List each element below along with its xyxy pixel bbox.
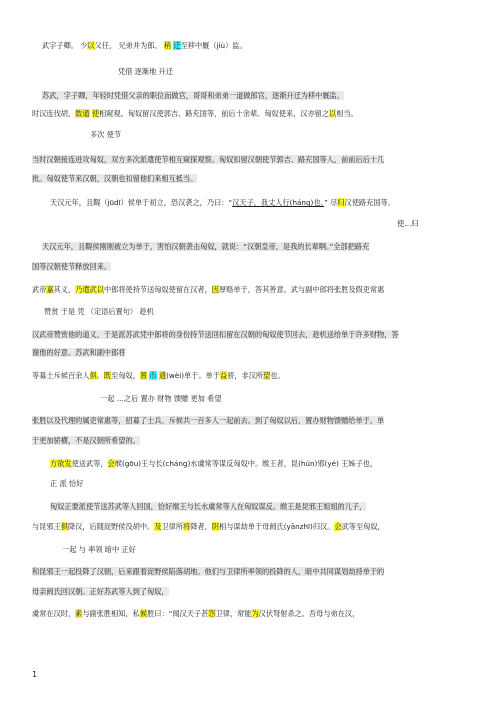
text-segment: 武帝 (32, 285, 47, 294)
text-segment: 厚赂单于，答其善意。武与副中郎将张胜及假吏常惠 (218, 285, 385, 294)
gloss-2 (90, 128, 496, 142)
text-segment: ” 尽 (324, 198, 338, 207)
text-segment: 使 (91, 109, 100, 118)
text-segment: 谢他的好意。苏武和副中郎将 (32, 348, 126, 357)
text-segment: 因 (211, 285, 219, 294)
translation-3b (32, 260, 496, 274)
text-segment: 归 (337, 198, 345, 207)
text-segment: 父任， 兄弟并为郎。 (94, 41, 164, 50)
text-segment: 怨 (208, 609, 216, 618)
text-segment: 武等至匈奴， (341, 522, 385, 531)
text-segment: 素 (75, 609, 83, 618)
text-segment: 遗 (158, 371, 167, 380)
gloss-7 (62, 543, 496, 557)
text-segment: 缑(gōu)王与长(cháng)水虞常等谋反匈奴中。缑王者，昆(hún)邪(yé) 王姊子也， (114, 459, 378, 468)
translation-2a (32, 153, 496, 167)
text-segment: 国等汉朝使节释放回来。 (32, 262, 112, 271)
text-segment: 凭借 逐渐地 升迁 (118, 67, 173, 76)
text-segment: 降汉，后随浞野侯没胡中。 (67, 522, 155, 531)
text-segment: 置 (139, 371, 148, 380)
text-segment: 等募士斥候百余人 (32, 371, 90, 380)
line-1 (42, 39, 496, 53)
translation-5b (32, 434, 496, 448)
text-segment: 虞常在汉时， (32, 609, 76, 618)
text-segment: 会 (334, 522, 342, 531)
text-segment: 至匈奴， (111, 371, 140, 380)
text-segment: 益 (219, 371, 228, 380)
text-segment: (wèi)单于。单于 (166, 371, 220, 380)
text-segment: 汉使路充国等。 (344, 198, 395, 207)
text-segment: 候 (139, 609, 148, 618)
text-segment: 以 (87, 41, 95, 50)
translation-5a (32, 414, 496, 428)
text-segment: 中郎将使持节送匈奴使留在汉者， (103, 285, 212, 294)
text-segment: 张胜以及代理的属吏常惠等，招募了士兵、斥候共一百多人一起前去。到了匈奴以后，置办财物馈赠给单于。单 (32, 416, 385, 425)
line-6 (50, 457, 496, 471)
text-segment: 与昆邪王 (32, 522, 61, 531)
text-segment: 与副张胜相知，私 (82, 609, 140, 618)
text-segment: 卫律，常能 (215, 609, 252, 618)
text-segment: 方欲 (50, 459, 65, 468)
text-segment: 汉武帝赞赏他的道义，于是派苏武凭中郎将的身份持节送回扣留在汉朝的匈奴使节回去，趁机送给单于许多财物，答 (32, 330, 399, 339)
line-4 (32, 283, 496, 297)
text-segment: 相与谋劫单于母阏氏(yānzhī)归汉。 (219, 522, 335, 531)
translation-1 (42, 89, 496, 103)
text-segment: 汉伏弩射杀之。吾母与弟在汉， (258, 609, 360, 618)
text-segment: 天汉元年，且鞮（jūdī）侯单于初立，恐汉袭之，乃曰：“ (50, 198, 233, 207)
text-segment: 使送武等， (71, 459, 108, 468)
text-segment: 也。 (270, 371, 285, 380)
text-segment: 正 派 恰好 (50, 479, 84, 488)
gloss-5 (100, 392, 496, 406)
gloss-4 (44, 305, 496, 319)
translation-3a (42, 240, 496, 254)
text-segment: 武字子卿。 少 (42, 41, 88, 50)
text-segment: 稍 (163, 41, 172, 50)
text-segment: 苏武，字子卿，年轻时凭借父亲的职位而做官，哥哥和弟弟一道做郎官，逐渐升迁为移中厩监。 (42, 91, 344, 100)
text-segment: 迁 (173, 41, 181, 50)
text-segment: 天汉元年，且鞮侯刚刚被立为单于，害怕汉朝袭击匈奴，就说：“汉朝皇帝，是我的长辈啊。”全部把路充 (42, 242, 370, 251)
line-7 (32, 520, 496, 534)
text-segment: 会 (107, 459, 115, 468)
text-segment: 俱 (89, 371, 97, 380)
text-segment: 母亲阏氏回汉朝。正好苏武等人到了匈奴， (32, 587, 169, 596)
text-segment: 既 (103, 371, 112, 380)
text-segment: 数通 (75, 109, 90, 118)
text-segment: 相当。 (336, 109, 358, 118)
translation-7a (32, 565, 496, 579)
text-segment: 和昆邪王一起投降了汉朝，后来跟着浞野侯陷落胡地。他们与卫律所率领的投降的人，暗中共同谋划劫持单于的 (32, 567, 385, 576)
translation-4a (32, 328, 496, 342)
text-segment: 及 (154, 522, 162, 531)
line-3 (50, 196, 496, 210)
text-segment: 望 (263, 371, 271, 380)
text-segment: 至移中厩（jiù）监。 (180, 41, 247, 50)
text-segment: 匈奴正要派使节送苏武等人回国，恰好缑王与长水虞常等人在匈奴谋反。缑王是昆邪王姐姐的儿子， (50, 502, 367, 511)
translation-4b (32, 346, 496, 360)
text-segment: 多次 使节 (90, 130, 122, 139)
text-segment: 相窥观。匈奴留汉使郭吉、路充国等，前后十余辈。匈奴使来，汉亦留之 (99, 109, 330, 118)
line-8 (32, 607, 496, 621)
text-segment: 币 (149, 371, 157, 380)
text-segment: 阴 (211, 522, 219, 531)
line-5 (32, 369, 496, 383)
text-segment: 胜曰：“闻汉天子甚 (147, 609, 209, 618)
line-2 (32, 107, 496, 121)
gloss-6 (50, 477, 496, 491)
text-segment: 将 (183, 522, 191, 531)
text-segment: 骄，非汉所 (227, 371, 264, 380)
text-segment: 一起 …之后 置办 财物 馈赠 更加 希望 (100, 394, 222, 403)
text-segment: 时汉连伐胡， (32, 109, 76, 118)
translation-2b (32, 172, 496, 186)
text-segment: 其义， (53, 285, 76, 294)
text-segment: 以 (329, 109, 337, 118)
text-segment: 卫律所 (161, 522, 184, 531)
text-segment: 降者， (190, 522, 212, 531)
text-segment: 发 (64, 459, 72, 468)
text-segment: 使…归 (397, 219, 419, 228)
text-segment: 于更加骄横，不是汉朝所希望的。 (32, 436, 140, 445)
text-segment: 汉天子，我丈人行(háng)也。 (232, 198, 325, 207)
page-number: 1 (32, 670, 38, 679)
text-segment: 。 (96, 371, 104, 380)
translation-6a (50, 500, 496, 514)
text-segment: 一起 与 率领 暗中 正好 (62, 545, 136, 554)
text-segment: 赞赏 于是 凭 （定语后置句） 趁机 (44, 307, 154, 316)
text-segment: 当时汉朝接连进攻匈奴，双方多次派遣使节相互窥探观察。匈奴扣留汉朝使节郭吉、路充国等人，前前后后十几 (32, 155, 385, 164)
text-segment: 乃遣武以 (75, 285, 104, 294)
translation-7b (32, 585, 496, 599)
gloss-1 (118, 65, 496, 79)
text-segment: 批。匈奴使节来汉朝，汉朝也扣留他们来相互抵当。 (32, 174, 198, 183)
text-segment: 嘉 (46, 285, 54, 294)
text-segment: 俱 (60, 522, 68, 531)
text-segment: 为 (251, 609, 259, 618)
gloss-3 (397, 217, 496, 231)
